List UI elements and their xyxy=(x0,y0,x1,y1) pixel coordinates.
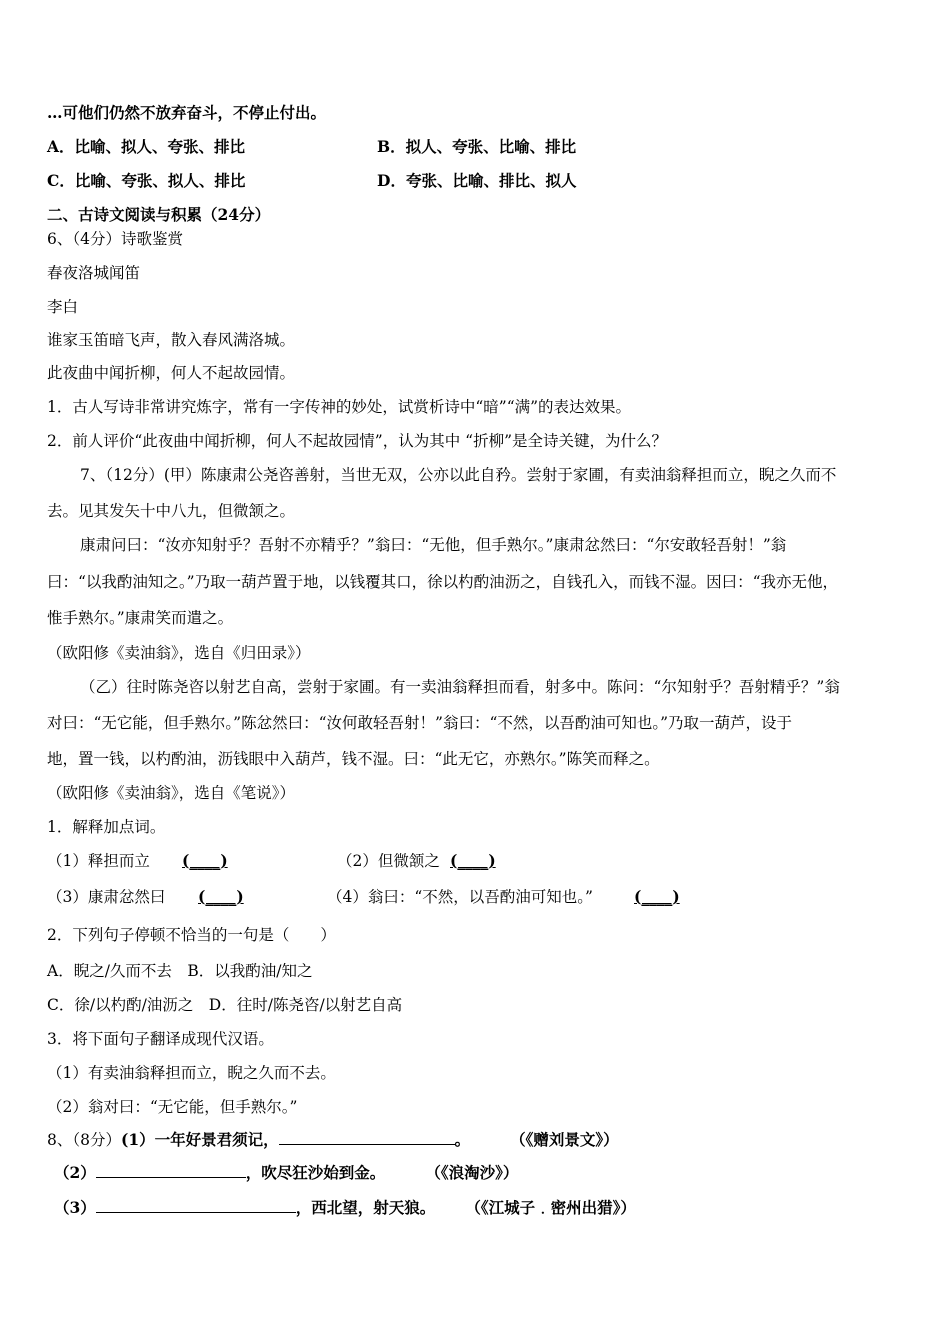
question-8-line-2: （2） ，吹尽狂沙始到金。 （《浪淘沙》） xyxy=(54,1163,519,1182)
poem-author: 李白 xyxy=(47,298,79,316)
word-item-1: （1）释担而立 xyxy=(47,852,150,870)
option-b: B．拟人、夸张、比喻、排比 xyxy=(377,137,577,156)
source-zeng-liu-jingwen: （《赠刘景文》） xyxy=(510,1130,619,1149)
passage-source-2: （欧阳修《卖油翁》，选自《笔说》） xyxy=(47,784,296,802)
question-7-passage-line: 7、（12分）(甲）陈康肃公尧咨善射，当世无双，公亦以此自矜。尝射于家圃，有卖油翁释担而立，睨之久而不 xyxy=(80,466,837,484)
question-7-passage-line: 康肃问曰：“汝亦知射乎？吾射不亦精乎？”翁曰：“无他，但手熟尔。”康肃忿然曰：“尔安敢轻吾射！”翁 xyxy=(80,536,787,554)
translate-item-2: （2）翁对曰：“无它能，但手熟尔。” xyxy=(47,1098,298,1116)
question-8-head: 8、（8分） xyxy=(47,1131,121,1149)
question-8-line-3: （3） ，西北望，射天狼。 （《江城子﹒密州出猎》） xyxy=(54,1198,636,1217)
passage-source-1: （欧阳修《卖油翁》，选自《归田录》） xyxy=(47,644,311,662)
word-item-2: （2）但微颔之 xyxy=(337,852,440,870)
question-7-passage-line: （乙）往时陈尧咨以射艺自高，尝射于家圃。有一卖油翁释担而看，射多中。陈问：“尔知射乎？吾射精乎？”翁 xyxy=(80,678,840,696)
source-lang-tao-sha: （《浪淘沙》） xyxy=(425,1163,519,1182)
question-6-sub-2: 2．前人评价“此夜曲中闻折柳，何人不起故园情”，认为其中 “折柳”是全诗关键，为什么？ xyxy=(47,432,667,450)
question-7-sub-2: 2．下列句子停顿不恰当的一句是（ ） xyxy=(47,926,336,944)
poem-title: 春夜洛城闻笛 xyxy=(47,264,141,282)
section-2-title: 二、古诗文阅读与积累（24分） xyxy=(47,205,271,224)
option-a: A．比喻、拟人、夸张、排比 xyxy=(47,137,246,156)
word-item-4: （4）翁曰：“不然，以吾酌油可知也。” xyxy=(327,888,593,906)
answer-blank-1[interactable]: (____) xyxy=(182,851,228,870)
question-6-sub-1: 1．古人写诗非常讲究炼字，常有一字传神的妙处，试赏析诗中“暗”“满”的表达效果。 xyxy=(47,398,632,416)
options-c-d: C．徐/以杓酌/油沥之 D．往时/陈尧咨/以射艺自高 xyxy=(47,996,403,1014)
question-7-passage-line: 惟手熟尔。”康肃笑而遣之。 xyxy=(47,609,234,627)
translate-item-1: （1）有卖油翁释担而立，睨之久而不去。 xyxy=(47,1064,336,1082)
question-7-passage-line: 对曰：“无它能，但手熟尔。”陈忿然曰：“汝何敢轻吾射！”翁曰：“不然，以吾酌油可知也。”乃取一葫芦，设于 xyxy=(47,714,793,732)
source-jiang-cheng-zi: （《江城子﹒密州出猎》） xyxy=(465,1198,636,1217)
question-5-tail: …可他们仍然不放弃奋斗，不停止付出。 xyxy=(47,103,327,122)
question-6-head: 6、（4分）诗歌鉴赏 xyxy=(47,230,183,248)
question-7-passage-line: 地，置一钱，以杓酌油，沥钱眼中入葫芦，钱不湿。曰：“此无它，亦熟尔。”陈笑而释之。 xyxy=(47,750,660,768)
answer-blank-4[interactable]: (____) xyxy=(634,887,680,906)
fill-blank-2[interactable] xyxy=(96,1163,246,1178)
question-7-passage-line: 去。见其发矢十中八九，但微颔之。 xyxy=(47,502,296,520)
question-7-sub-3: 3．将下面句子翻译成现代汉语。 xyxy=(47,1030,274,1048)
question-7-sub-1: 1．解释加点词。 xyxy=(47,818,166,836)
options-a-b: A．睨之/久而不去 B．以我酌油/知之 xyxy=(47,962,313,980)
answer-blank-2[interactable]: (____) xyxy=(450,851,496,870)
question-7-passage-line: 曰：“以我酌油知之。”乃取一葫芦置于地，以钱覆其口，徐以杓酌油沥之，自钱孔入，而钱不湿。因曰：“我亦无他， xyxy=(47,573,839,591)
option-d: D．夸张、比喻、排比、拟人 xyxy=(377,171,577,190)
option-c: C．比喻、夸张、拟人、排比 xyxy=(47,171,246,190)
answer-blank-3[interactable]: (____) xyxy=(198,887,244,906)
fill-blank-1[interactable] xyxy=(279,1130,455,1145)
poem-line-2: 此夜曲中闻折柳，何人不起故园情。 xyxy=(47,364,296,382)
poem-line-1: 谁家玉笛暗飞声，散入春风满洛城。 xyxy=(47,331,296,349)
question-8-line-1: 8、（8分）(1）一年好景君须记， 。 （《赠刘景文》） xyxy=(47,1130,619,1149)
word-item-3: （3）康肃忿然曰 xyxy=(47,888,166,906)
fill-blank-3[interactable] xyxy=(96,1198,296,1213)
